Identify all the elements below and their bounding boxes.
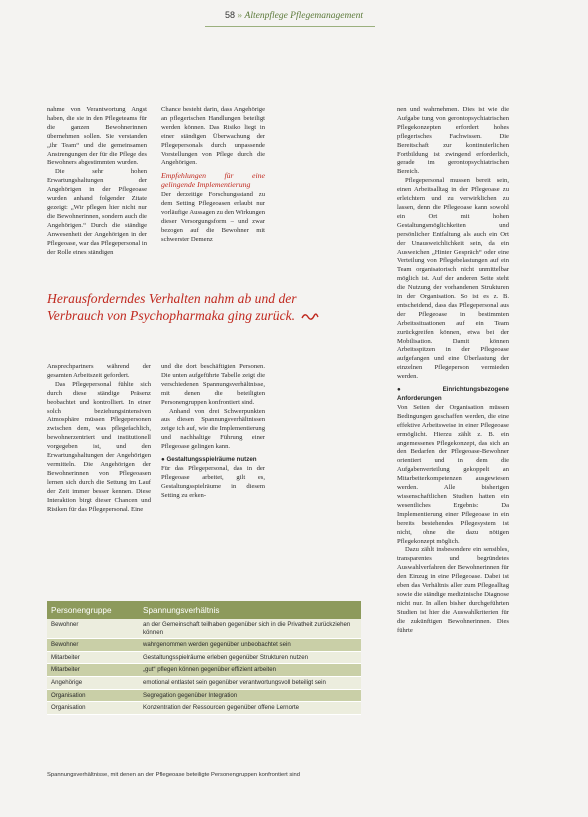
table-cell: wahrgenommen werden gegenüber unbeobachtet sein <box>139 639 361 652</box>
header-rule <box>205 26 375 27</box>
table-cell: Organisation <box>47 702 139 715</box>
paragraph: Die sehr hohen Erwartungshaltungen der Angehörigen in der Pflegeoase wurden anhand folgender Zitate gezeigt: „Wir pflegen hier nicht nur die Bewohnerinnen, sondern auch die Angehörigen.“ Durch die ständige Anwesenheit der Angehörigen in der Pflegeoase, war das Pflegepersonal in der Rolle eines ständigen <box>47 168 147 256</box>
column-1-top <box>47 106 147 257</box>
bullet-heading: ● Einrichtungsbezogene Anforderungen <box>397 386 509 402</box>
table-cell: Konzentration der Ressourcen gegenüber offene Lernorte <box>139 702 361 715</box>
paragraph: Dazu zählt insbesondere ein sensibles, transparentes und begründetes Auswahlverfahren der Bewohnerinnen für den Einzug in eine Pflegeoase. Dabei ist eben das Verhältnis aller zum Pflegealltag sowie die ständige medizinische Diagnose nicht nur. In allen bisher durchgeführten Studien ist hier die Auswahlkriterien für die zukünftigen Bewohnerinnen. Dies führte <box>397 546 509 634</box>
header-title: Altenpflege Pflegemanagement <box>244 11 363 21</box>
table-row <box>47 651 361 664</box>
paragraph: Ansprechpartners während der gesamten Arbeitszeit gefordert. <box>47 363 151 379</box>
ornament-icon <box>301 313 319 321</box>
table-cell: Organisation <box>47 689 139 702</box>
column-1-bottom <box>47 363 151 514</box>
table-cell: emotional entlastet sein gegenüber verantwortungsvoll beteiligt sein <box>139 676 361 689</box>
table-row <box>47 689 361 702</box>
table-cell: Gestaltungsspielräume erleben gegenüber Strukturen nutzen <box>139 651 361 664</box>
bullet-heading: ● Gestaltungsspielräume nutzen <box>161 456 257 464</box>
running-header <box>0 10 588 21</box>
table-caption: Spannungsverhältnisse, mit denen an der Pflegeoase beteiligte Personengruppen konfrontiert sind <box>47 772 300 778</box>
table-cell: Angehörige <box>47 676 139 689</box>
table-row <box>47 676 361 689</box>
paragraph: Das Pflegepersonal fühlte sich durch diese ständige Präsenz beobachtet und kontrolliert. In einer solch beziehungsintensiven Atmosphäre müssen Pflegepersonen zwischen dem, was pflegefachlich, bewohnerzentriert und institutionell vorgegeben ist, und den Erwartungshaltungen der Angehörigen vermitteln. Die Angehörigen der Bewohnerinnen von Pflegeoasen lernen sich durch die Settung im Lauf der Zeit immer besser kennen. Diese Interaktion birgt dieser Chancen und Risiken für das Pflegepersonal. Eine <box>47 380 151 513</box>
paragraph: nahme von Verantwortung Angst haben, die sie in den Pflegeteams für die ganzen Bewohnerinnen übernehmen sollen. Sie verstanden „ihr Team“ und die gemeinsamen Anstrengungen der für die Pflege des Bewohners abgestimmten wurden. <box>47 106 147 167</box>
table-row <box>47 639 361 652</box>
column-2-bottom <box>161 363 265 501</box>
column-2-top <box>161 106 265 245</box>
paragraph: nen und wahrnehmen. Dies ist wie die Aufgabe tung von gerontopsychiatrischen Pflegekonzepten erfordert hohes pflegerisches Fachwissen. Die Bereitschaft zur kontinuierlichen Fortbildung ist zwingend erforderlich, gerade im gerontopsychiatrischen Bereich. <box>397 106 509 176</box>
table-cell: Mitarbeiter <box>47 664 139 677</box>
table-row <box>47 664 361 677</box>
paragraph: Der derzeitige Forschungsstand zu dem Setting Pflegeoasen erlaubt nur vorläufige Aussagen zu den Wirkungen dieser Versorgungsform – und zwar bezogen auf die Bewohner mit schwerster Demenz <box>161 191 265 243</box>
table-row <box>47 702 361 715</box>
paragraph: Chance besteht darin, dass Angehörige an pflegerischen Handlungen beteiligt werden können. Das Risiko liegt in einer ständigen Überwachung der Pflegepersonals durch unpassende Vorstellungen von Pflege durch die Angehörigen. <box>161 106 265 167</box>
table-cell: Bewohner <box>47 639 139 652</box>
paragraph: Für das Pflegepersonal, das in der Pflegeoase arbeitet, gilt es, Gestaltungsspielräume in diesem Setting zu erken- <box>161 464 265 499</box>
paragraph: und die dort beschäftigten Personen. Die unten aufgeführte Tabelle zeigt die verschiedenen Spannungsverhältnisse, mit denen die beteiligten Personengruppen konfrontiert sind. <box>161 363 265 406</box>
tension-table <box>47 601 361 715</box>
table-cell: an der Gemeinschaft teilhaben gegenüber sich in die Privatheit zurückziehen können <box>139 619 361 639</box>
pull-quote-line-1: Herausforderndes Verhalten nahm ab und der <box>47 291 297 306</box>
table-header-cell: Spannungsverhältnis <box>139 601 361 619</box>
table-header-row <box>47 601 361 619</box>
paragraph: Pflegepersonal mussen bereit sein, einen Arbeitsalltag in der Pflegeoase zu erleichtern und zu verwirklichen zu lassen, denn die Pflegeoase kann sowohl ein Ort mit hohen Gestaltungsmöglichkeiten und persönlicher Entfaltung als auch ein Ort der Unausweichlichkeit sein, da ein Ausweichen „Hinter Gespräch“ oder eine Verteilung von Pflegebelastungen auf ein Team organisatorisch nicht unmittelbar möglich ist. Auf der anderen Seite steht die Nutzung der vorhandenen Strukturen in der Organisation. So ist es z. B. entscheidend, dass das Pflegepersonal aus der Pflegeoase in bestimmten Arbeitssituationen auf ein Team zurückgreifen können, etwa bei der Mobilisation. Damit können Arbeitsspitzen in der Pflegeoase aufgefangen und eine Überlastung der einzelnen Pflegeperson vermieden werden. <box>397 177 509 381</box>
table-row <box>47 619 361 639</box>
subheading: Empfehlungen für eine gelingende Implementierung <box>161 171 265 190</box>
page-number: 58 <box>225 10 236 20</box>
paragraph: Von Seiten der Organisation müssen Bedingungen geschaffen werden, die eine effektive Arbeitsweise in einer Pflegeoase ermöglicht. Hierzu zählt z. B. ein angemessenes Pflegekonzept, das sich an den Bedarfen der Pflegeoase-Bewohner orientiert und in dem die Aufgabenverteilung gekoppelt an Mitarbeiterkompetenzen ausgewiesen werden. Alle bisherigen wissenschaftlichen Studien hatten ein wesentliches Ergebnis: Da Implementierung einer Pflegeoase in ein bereits bestehendes Pflegesystem ist nicht, ohne die dazu nötigen Pflegekonzept möglich. <box>397 403 509 545</box>
pull-quote <box>47 290 377 324</box>
table-cell: Bewohner <box>47 619 139 639</box>
table-header-cell: Personengruppe <box>47 601 139 619</box>
table-cell: „gut“ pflegen können gegenüber effizient arbeiten <box>139 664 361 677</box>
pull-quote-line-2: Verbrauch von Psychopharmaka ging zurück. <box>47 307 377 324</box>
paragraph: Anhand von drei Schwerpunkten aus diesen Spannungsverhältnissen zeige ich auf, wie die Implementierung und nachhaltige Führung einer Pflegeoase gelingen kann. <box>161 407 265 451</box>
header-separator: » <box>237 11 243 21</box>
table-cell: Segregation gegenüber Integration <box>139 689 361 702</box>
column-3 <box>397 106 509 635</box>
table-cell: Mitarbeiter <box>47 651 139 664</box>
